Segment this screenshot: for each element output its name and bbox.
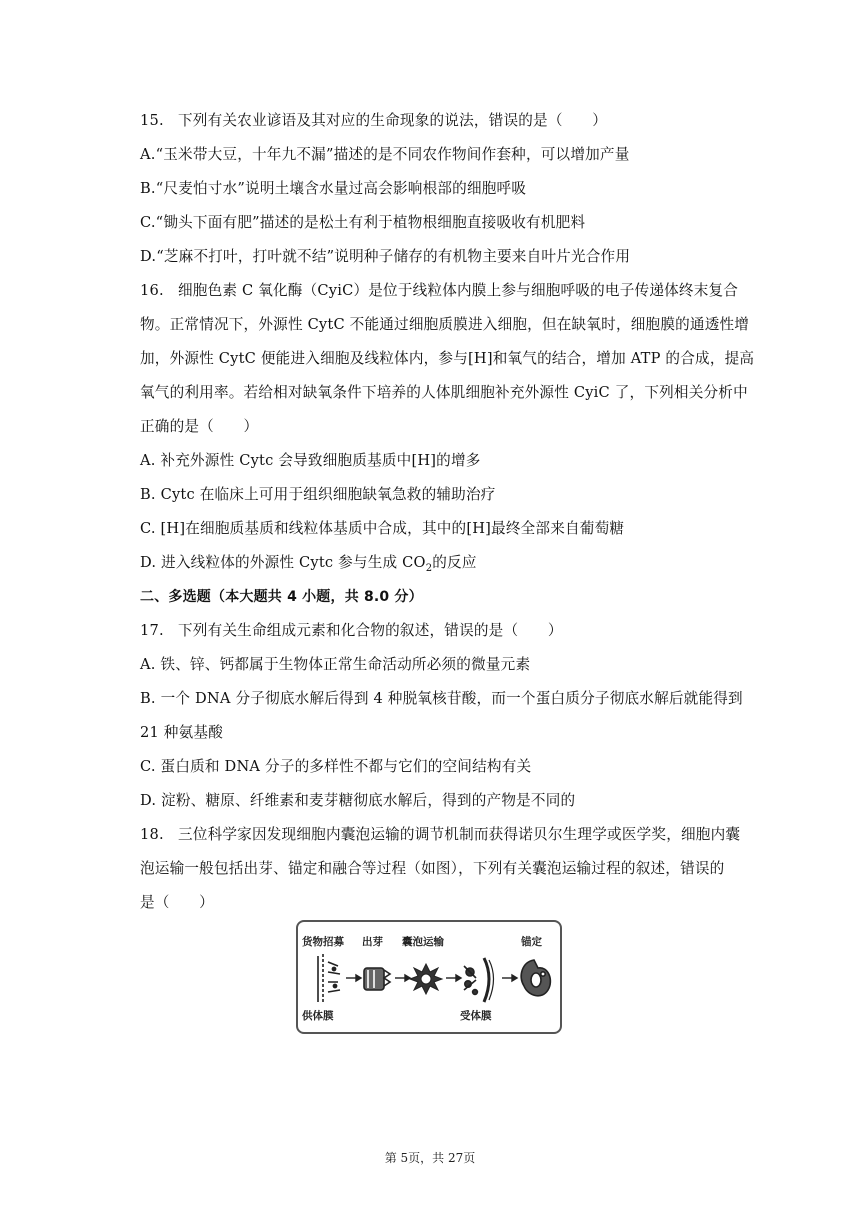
q18-stem-text-1: 三位科学家因发现细胞内囊泡运输的调节机制而获得诺贝尔生理学或医学奖，细胞内囊	[178, 826, 741, 843]
label-cargo-recruitment: 货物招募	[302, 936, 344, 948]
q15-stem-text: 下列有关农业谚语及其对应的生命现象的说法，错误的是（ ）	[178, 112, 608, 129]
q18-stem-line-3: 是（ ）	[140, 894, 214, 911]
receptor-membrane-illustration	[464, 958, 494, 1002]
q17-option-b: B. 一个 DNA 分子彻底水解后得到 4 种脱氧核苷酸，而一个蛋白质分子彻底水解后就能得到	[140, 690, 743, 707]
label-vesicle-transport: 囊泡运输	[402, 936, 444, 948]
q16-stem-text-1: 细胞色素 C 氧化酶（CyiC）是位于线粒体内膜上参与细胞呼吸的电子传递体终末复合	[178, 282, 739, 299]
page-footer: 第 5页，共 27页	[384, 1151, 476, 1165]
q16-stem-line-2: 物。正常情况下，外源性 CytC 不能通过细胞质膜进入细胞，但在缺氧时，细胞膜的通透性增	[140, 316, 750, 333]
label-anchoring: 锚定	[521, 936, 542, 948]
budding-illustration	[364, 968, 390, 990]
arrow-4	[502, 975, 517, 981]
q18-stem-line-2: 泡运输一般包括出芽、锚定和融合等过程（如图），下列有关囊泡运输过程的叙述，错误的	[140, 860, 725, 877]
q16-stem-line-5: 正确的是（ ）	[140, 418, 259, 435]
label-receptor-membrane: 受体膜	[460, 1010, 492, 1022]
q16-option-d-suffix: 的反应	[432, 554, 477, 571]
vesicle-transport-figure	[296, 920, 562, 1034]
q16-stem-line-1	[140, 281, 760, 301]
q17-option-d: D. 淀粉、糖原、纤维素和麦芽糖彻底水解后，得到的产物是不同的	[140, 792, 576, 809]
q16-option-c: C. [H]在细胞质基质和线粒体基质中合成，其中的[H]最终全部来自葡萄糖	[140, 520, 625, 537]
q15-stem	[140, 111, 760, 131]
q15-option-d: D.“芝麻不打叶，打叶就不结”说明种子储存的有机物主要来自叶片光合作用	[140, 248, 631, 265]
q16-stem-line-3: 加，外源性 CytC 便能进入细胞及线粒体内，参与[H]和氧气的结合，增加 ATP 的合成，提高	[140, 350, 755, 367]
label-donor-membrane: 供体膜	[302, 1010, 334, 1022]
q16-option-b: B. Cytc 在临床上可用于组织细胞缺氧急救的辅助治疗	[140, 486, 496, 503]
q16-stem-line-4: 氧气的利用率。若给相对缺氧条件下培养的人体肌细胞补充外源性 CyiC 了，下列相关分析中	[140, 384, 748, 401]
q16-number: 16.	[140, 282, 164, 299]
q17-stem-text: 下列有关生命组成元素和化合物的叙述，错误的是（ ）	[178, 622, 563, 639]
q15-option-a: A.“玉米带大豆，十年九不漏”描述的是不同农作物间作套种，可以增加产量	[140, 146, 630, 163]
arrow-2	[395, 975, 410, 981]
q16-option-d	[140, 553, 760, 579]
q17-option-c: C. 蛋白质和 DNA 分子的多样性不都与它们的空间结构有关	[140, 758, 532, 775]
q18-number: 18.	[140, 826, 164, 843]
arrow-3	[446, 975, 461, 981]
vesicle-transport-illustration	[298, 922, 560, 1032]
arrow-1	[346, 975, 361, 981]
section-heading-multiple-choice: 二、多选题（本大题共 4 小题，共 8.0 分）	[140, 589, 423, 605]
vesicle-illustration	[410, 964, 442, 994]
label-budding: 出芽	[362, 936, 383, 948]
q15-number: 15.	[140, 112, 164, 129]
q18-stem-line-1	[140, 825, 760, 845]
q16-option-d-subscript: 2	[425, 562, 433, 574]
q15-option-b: B.“尺麦怕寸水”说明土壤含水量过高会影响根部的细胞呼吸	[140, 180, 527, 197]
q17-option-a: A. 铁、锌、钙都属于生物体正常生命活动所必须的微量元素	[140, 656, 531, 673]
q17-stem	[140, 621, 760, 641]
donor-membrane-illustration	[318, 954, 340, 1004]
q15-option-c: C.“锄头下面有肥”描述的是松土有利于植物根细胞直接吸收有机肥料	[140, 214, 586, 231]
q16-option-d-prefix: D. 进入线粒体的外源性 Cytc 参与生成 CO	[140, 554, 426, 571]
q17-number: 17.	[140, 622, 164, 639]
q17-option-b-continued: 21 种氨基酸	[140, 724, 223, 741]
q16-option-a: A. 补充外源性 Cytc 会导致细胞质基质中[H]的增多	[140, 452, 481, 469]
anchoring-illustration	[521, 960, 550, 996]
